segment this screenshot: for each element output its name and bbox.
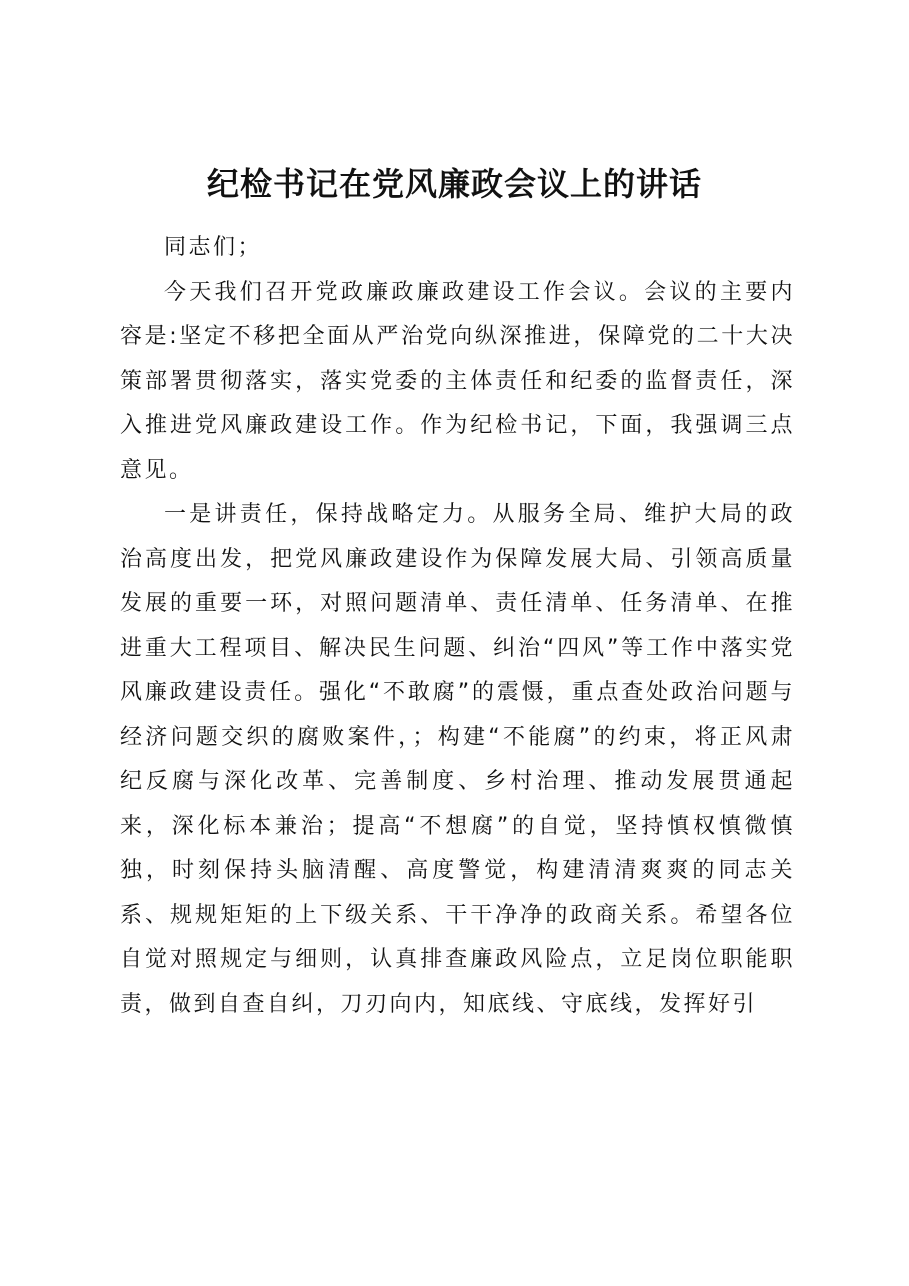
paragraph-responsibility: 一是讲责任，保持战略定力。从服务全局、维护大局的政治高度出发，把党风廉政建设作为保障发展大局、引领高质量发展的重要一环，对照问题清单、责任清单、任务清单、在推进重大工程项目、解决民生问题、纠治“四风”等工作中落实党风廉政建设责任。强化“不敢腐”的震慑，重点查处政治问题与经济问题交织的腐败案件，；构建“不能腐”的约束，将正风肃纪反腐与深化改革、完善制度、乡村治理、推动发展贯通起来，深化标本兼治；提高“不想腐”的自觉，坚持慎权慎微慎独，时刻保持头脑清醒、高度警觉，构建清清爽爽的同志关系、规规矩矩的上下级关系、干干净净的政商关系。希望各位自觉对照规定与细则，认真排查廉政风险点，立足岗位职能职责，做到自查自纠，刀刃向内，知底线、守底线，发挥好引 xyxy=(120,502,796,1017)
document-body xyxy=(120,220,795,1027)
salutation: 同志们； xyxy=(164,235,263,260)
paragraph-intro: 今天我们召开党政廉政廉政建设工作会议。会议的主要内容是:坚定不移把全面从严治党向纵深推进，保障党的二十大决策部署贯彻落实，落实党委的主体责任和纪委的监督责任，深入推进党风廉政建设工作。作为纪检书记，下面，我强调三点意见。 xyxy=(120,279,795,483)
document-title: 纪检书记在党风廉政会议上的讲话 xyxy=(206,165,702,203)
